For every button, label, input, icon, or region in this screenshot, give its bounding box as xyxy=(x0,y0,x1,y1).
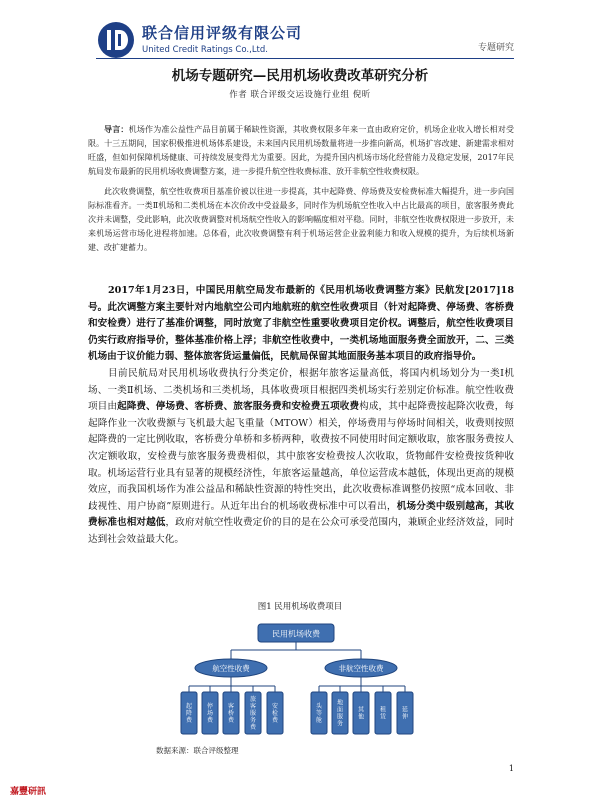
left-leaf-node xyxy=(223,692,239,734)
figure-title: 图1 民用机场收费项目 xyxy=(257,602,343,612)
root-node xyxy=(258,624,334,642)
company-logo-icon xyxy=(96,20,136,60)
right-leaf-node xyxy=(375,692,391,734)
right-leaf-label: 地面服务 xyxy=(336,699,344,728)
left-leaf-node xyxy=(181,692,197,734)
right-category-node xyxy=(325,659,397,677)
company-brand xyxy=(142,22,302,55)
left-leaf-node xyxy=(202,692,218,734)
report-type-label: 专题研究 xyxy=(477,43,514,53)
body-text-2b: 起降费、停场费、客桥费、旅客服务费和安检费五项收费 xyxy=(117,401,360,413)
left-leaf-label: 安检费 xyxy=(271,703,279,724)
abstract-text-1: 机场作为准公益性产品目前属于稀缺性资源，其收费权限多年来一直由政府定价，机场企业收入增长相对受限。十三五期间，国家积极推进机场体系建设，未来国内民用机场数量将进一步推向新高，机场扩容改建、新建需求相对旺盛，但如何保障机场健康、可持续发展变得尤为重要。因此，为提升国内机场市场化经营能力及稳定发展，2017年民航局发布最新的民用机场收费调整方案，进一步提升航空性收费标准、放开非航空性收费权限。 xyxy=(88,125,515,176)
left-leaf-label: 客桥费 xyxy=(227,703,235,724)
right-leaf-node xyxy=(311,692,327,734)
left-category-node xyxy=(195,659,267,677)
right-category-label: 非航空性收费 xyxy=(338,664,384,673)
left-category-label: 航空性收费 xyxy=(212,664,250,673)
root-node-label: 民用机场收费 xyxy=(272,629,320,639)
abstract-paragraph-2: 此次收费调整，航空性收费项目基准价被以往进一步提高，其中起降费、停场费及安检费标准大幅提升，进一步向国际标准看齐。一类Ⅱ机场和二类机场在本次价改中受益最多，同时作为机场航空性收入中占比最高的项目，旅客服务费此次并未调整，受此影响，此次收费调整对机场航空性收入的影响幅度相对平稳。同时，非航空性收费权限进一步放开，未来机场运营市场化进程将加速。总体看，此次收费调整有利于机场运营企业盈利能力和收入规模的提升，为后续机场新建、改扩建蓄力。 xyxy=(88,187,514,252)
body-text-2c: 构成，其中起降费按起降次收费，每起降作业一次收费额与飞机最大起飞重量（MTOW）相关，停场费用与停场时间相关，收费则按照起降费的一定比例收取，客桥费分单桥和多桥两种，收费按不同使用时间定额收取，旅客服务费按人次定额收取，安检费与旅客服务费费相似，其中旅客安检费按人次收取，货物邮件安检费按货种收取。机场运营行业具有显著的规模经济性，年旅客运量越高，单位运营成本越低，体现出更高的规模效应，而我国机场作为准公益品和稀缺性资源的特性突出，此次收费标准调整仍按照“成本回收、非歧视性、用户协商”原则进行。从近年出台的机场收费标准中可以看出， xyxy=(88,401,515,512)
company-name-en: United Credit Ratings Co.,Ltd. xyxy=(142,45,268,55)
abstract-paragraph-1 xyxy=(88,122,514,179)
right-leaf-label: 延伸 xyxy=(401,706,409,721)
right-leaf-node xyxy=(332,692,348,734)
page-title: 机场专题研究—民用机场收费改革研究分析 xyxy=(171,68,429,84)
right-leaf-label: 头等舱 xyxy=(315,703,323,724)
left-leaf-label: 停场费 xyxy=(206,703,214,724)
authors-line: 作者 联合评级交运设施行业组 倪昕 xyxy=(229,90,371,100)
fee-tree-diagram xyxy=(176,620,436,738)
body-paragraph-2 xyxy=(88,366,514,549)
header-divider xyxy=(96,58,514,59)
right-leaf-node xyxy=(397,692,413,734)
left-leaf-node xyxy=(245,692,261,734)
company-name-cn: 联合信用评级有限公司 xyxy=(142,24,303,42)
figure-source: 数据来源：联合评级整理 xyxy=(156,746,239,755)
abstract-label: 导言： xyxy=(104,124,129,134)
right-leaf-label: 其他 xyxy=(357,706,365,721)
main-text xyxy=(88,283,514,549)
abstract xyxy=(88,122,514,261)
footer-watermark: 嘉豐研訊 xyxy=(10,787,47,797)
right-leaf-node xyxy=(353,692,369,734)
body-text-2d: 机场分类中级别越高，其收费标准也相对越低 xyxy=(88,500,515,529)
left-leaf-label: 起降费 xyxy=(185,703,193,724)
body-paragraph-1: 2017年1月23日，中国民用航空局发布最新的《民用机场收费调整方案》民航发[2017]18号。此次调整方案主要针对内地航空公司内地航班的航空性收费项目（针对起降费、停场费、客桥费和安检费）进行了基准价调整，同时放宽了非航空性重要收费项目定价权。调整后，航空性收费项目仍实行政府指导价，整体基准价格上浮；非航空性收费中，一类机场地面服务费全面放开，二、三类机场由于议价能力弱、整体旅客货运量偏低，民航局保留其地面服务基本项目的政府指导价。 xyxy=(88,285,514,363)
page-number: 1 xyxy=(508,764,514,773)
left-leaf-label: 旅客服务费 xyxy=(249,696,257,731)
body-text-2a: 目前民航局对民用机场收费执行分类定价，根据年旅客运量高低，将国内机场划分为一类Ⅰ机场、一类Ⅱ机场、二类机场和三类机场，具体收费项目根据四类机场实行差别定价标准。航空性收费项目由 xyxy=(88,367,514,413)
right-leaf-label: 租赁 xyxy=(379,706,387,721)
left-leaf-node xyxy=(267,692,283,734)
body-text-2e: ，政府对航空性收费定价的目的是在公众可承受范围内，兼顾企业经济效益，同时达到社会效益最大化。 xyxy=(88,517,515,545)
